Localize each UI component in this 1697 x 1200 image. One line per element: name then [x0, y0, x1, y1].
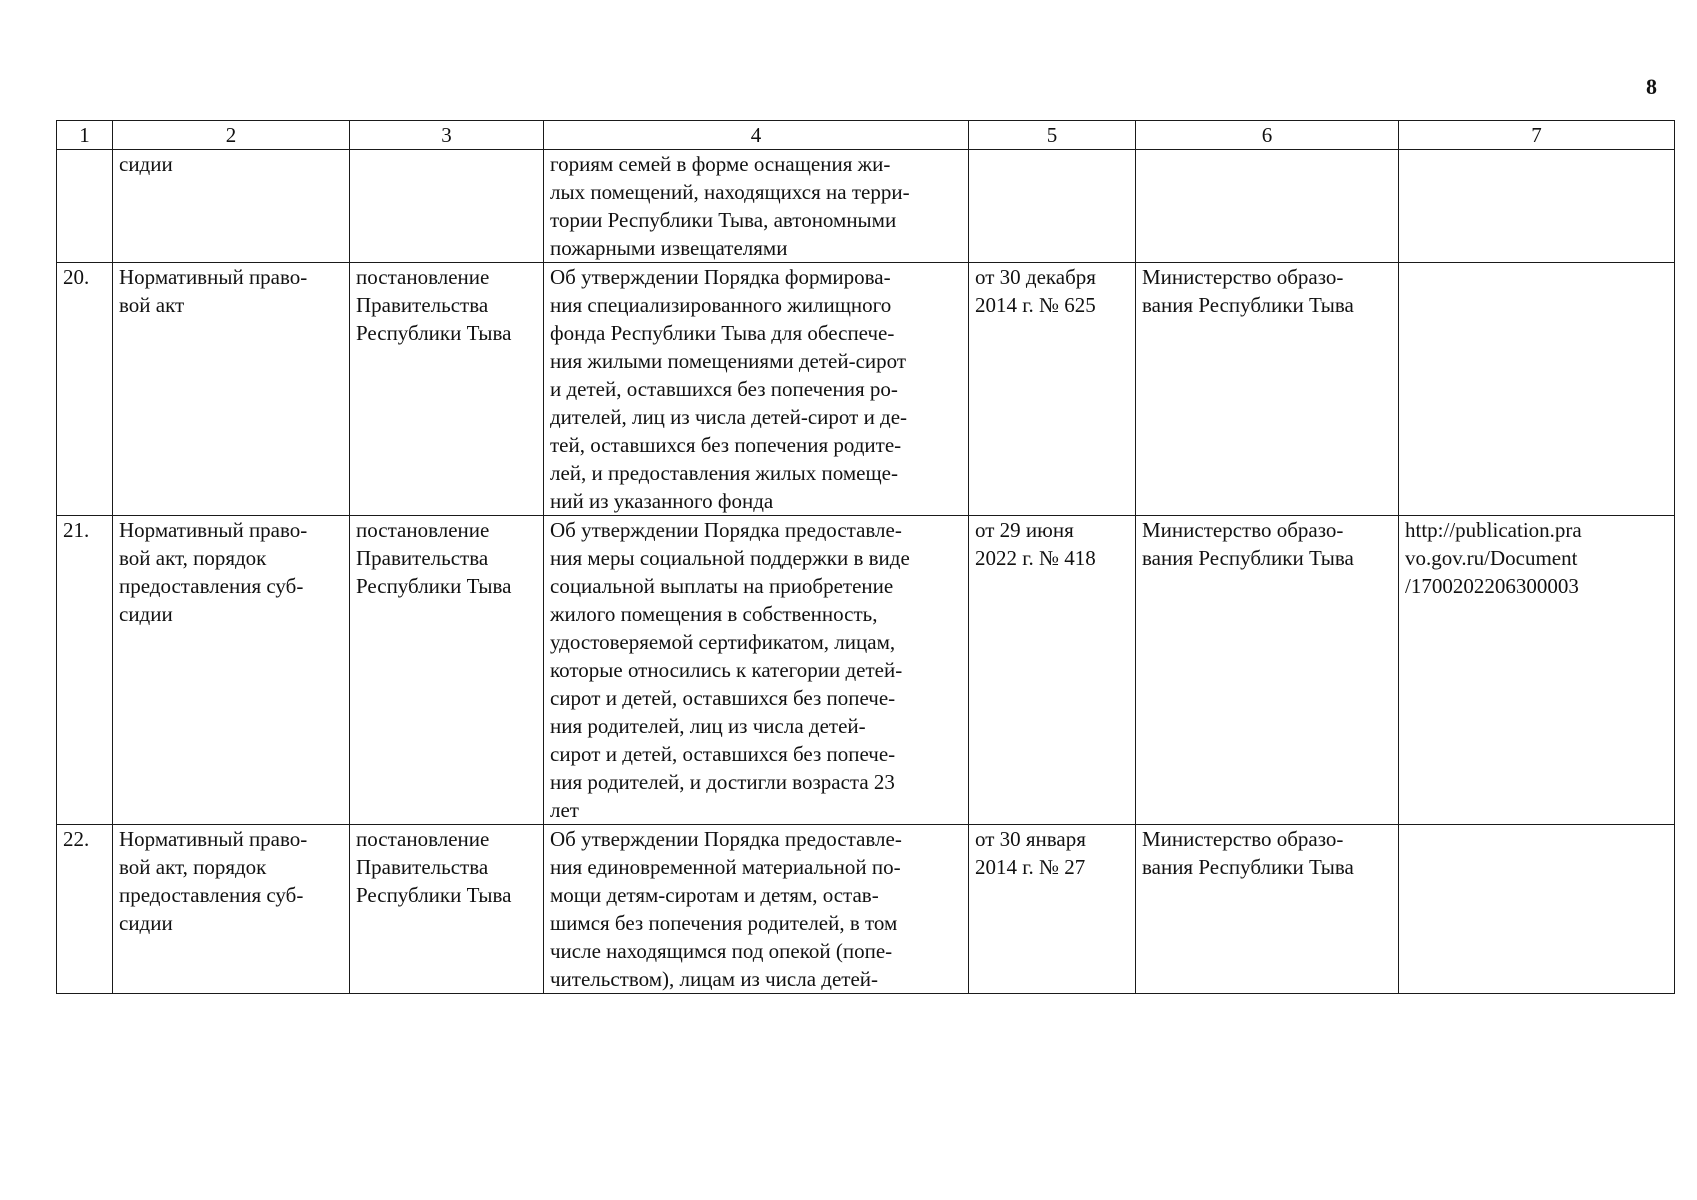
- row-number-cell: [57, 825, 113, 994]
- document-date-cell: [969, 263, 1136, 516]
- document-type-cell: [113, 263, 350, 516]
- row-number-cell: [57, 263, 113, 516]
- document-type: Нормативный право- вой акт, порядок предоставления суб- сидии: [119, 827, 308, 935]
- column-header: 2: [113, 121, 350, 150]
- document-title: Об утверждении Порядка предоставле- ния единовременной материальной по- мощи детям-сиротам и детям, остав- шимся без попечения родителей, в том числе находящимся под опекой (попе- чительством), лицам из числа детей-: [550, 827, 902, 991]
- issuing-act-cell: [350, 150, 544, 263]
- document-date-cell: [969, 150, 1136, 263]
- publication-link-cell: [1399, 150, 1675, 263]
- document-date: от 29 июня 2022 г. № 418: [975, 518, 1096, 570]
- document-title-cell: [544, 516, 969, 825]
- document-date: от 30 декабря 2014 г. № 625: [975, 265, 1096, 317]
- document-date: от 30 января 2014 г. № 27: [975, 827, 1086, 879]
- document-type-cell: [113, 516, 350, 825]
- table-row: [57, 825, 1675, 994]
- row-number: 22.: [63, 827, 90, 851]
- document-type: Нормативный право- вой акт: [119, 265, 308, 317]
- column-header: 3: [350, 121, 544, 150]
- responsible-body-cell: [1136, 516, 1399, 825]
- column-header: 4: [544, 121, 969, 150]
- responsible-body: Министерство образо- вания Республики Тыва: [1142, 518, 1354, 570]
- issuing-act-cell: [350, 516, 544, 825]
- table-row: [57, 150, 1675, 263]
- document-date-cell: [969, 516, 1136, 825]
- publication-link-cell: [1399, 825, 1675, 994]
- issuing-act-cell: [350, 825, 544, 994]
- table-row: [57, 263, 1675, 516]
- column-header: 6: [1136, 121, 1399, 150]
- row-number-cell: [57, 516, 113, 825]
- table-header-row: [57, 121, 1675, 150]
- document-title: Об утверждении Порядка формирова- ния специализированного жилищного фонда Республики Тыва для обеспече- ния жилыми помещениями детей-сирот и детей, оставшихся без попечения ро- дителей, лиц из числа детей-сирот и де- тей, оставшихся без попечения родите- лей, и предоставления жилых помеще- ний из указанного фонда: [550, 265, 908, 513]
- row-number: 20.: [63, 265, 90, 289]
- issuing-act-cell: [350, 263, 544, 516]
- page-number: 8: [1646, 74, 1657, 99]
- column-header: 5: [969, 121, 1136, 150]
- table-row: [57, 516, 1675, 825]
- document-type-cell: [113, 150, 350, 263]
- responsible-body: Министерство образо- вания Республики Тыва: [1142, 265, 1354, 317]
- responsible-body-cell: [1136, 150, 1399, 263]
- column-header: 1: [57, 121, 113, 150]
- document-type: Нормативный право- вой акт, порядок предоставления суб- сидии: [119, 518, 308, 626]
- issuing-act: постановление Правительства Республики Тыва: [356, 518, 512, 598]
- document-table: [56, 120, 1675, 994]
- document-date-cell: [969, 825, 1136, 994]
- document-title-cell: [544, 150, 969, 263]
- publication-link[interactable]: http://publication.pra vo.gov.ru/Document /1700202206300003: [1405, 518, 1582, 598]
- document-title: гориям семей в форме оснащения жи- лых помещений, находящихся на терри- тории Республики Тыва, автономными пожарными извещателями: [550, 152, 910, 260]
- document-type-cell: [113, 825, 350, 994]
- publication-link-cell[interactable]: [1399, 516, 1675, 825]
- row-number: 21.: [63, 518, 90, 542]
- column-header: 7: [1399, 121, 1675, 150]
- issuing-act: постановление Правительства Республики Тыва: [356, 265, 512, 345]
- publication-link-cell: [1399, 263, 1675, 516]
- responsible-body-cell: [1136, 263, 1399, 516]
- row-number-cell: [57, 150, 113, 263]
- document-title: Об утверждении Порядка предоставле- ния меры социальной поддержки в виде социальной выплаты на приобретение жилого помещения в собственность, удостоверяемой сертификатом, лицам, которые относились к категории детей- сирот и детей, оставшихся без попече- ния родителей, лиц из числа детей- сирот и детей, оставшихся без попече- ния родителей, и достигли возраста 23 лет: [550, 518, 910, 822]
- issuing-act: постановление Правительства Республики Тыва: [356, 827, 512, 907]
- document-title-cell: [544, 263, 969, 516]
- responsible-body: Министерство образо- вания Республики Тыва: [1142, 827, 1354, 879]
- document-title-cell: [544, 825, 969, 994]
- document-type: сидии: [119, 152, 173, 176]
- responsible-body-cell: [1136, 825, 1399, 994]
